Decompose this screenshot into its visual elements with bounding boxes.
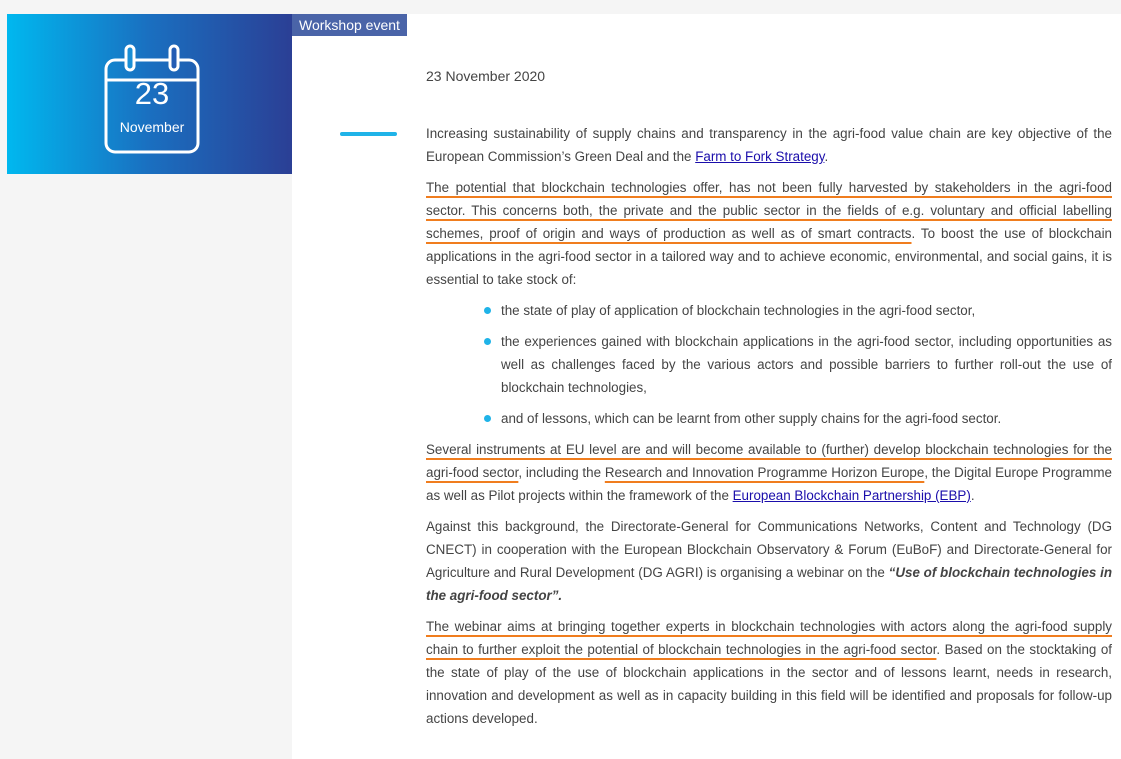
ebp-link[interactable]: European Blockchain Partnership (EBP) <box>732 488 971 503</box>
list-item-text: the state of play of application of blockchain technologies in the agri-food sector, <box>501 303 976 318</box>
text: Increasing sustainability of supply chains and transparency in the agri-food value chain are key objective of the European Commission’s Green Deal and the <box>426 126 1112 164</box>
highlighted-text: Research and Innovation Programme Horizon Europe <box>604 465 925 480</box>
event-date: 23 November 2020 <box>426 68 546 84</box>
list-item-text: the experiences gained with blockchain applications in the agri-food sector, including opportunities as well as challenges faced by the various actors and possible barriers to further roll-out the use of blockchain technologies, <box>501 334 1112 395</box>
stocktake-list <box>426 299 1112 430</box>
calendar-month: November <box>119 119 185 135</box>
paragraph-potential <box>426 176 1112 291</box>
accent-bar <box>340 132 397 136</box>
paragraph-background <box>426 515 1112 607</box>
event-date-card <box>7 14 292 174</box>
article-body <box>426 122 1112 738</box>
calendar-day: 23 <box>134 76 170 111</box>
text: . <box>824 149 829 164</box>
highlighted-text: The potential that blockchain technologies offer, has not been fully harvested by stakeholders in the agri-food sector. This concerns both, the private and the public sector in the fields of e.g. voluntary and official labelling schemes, proof of origin and ways of production as well as of smart contracts <box>426 180 1112 241</box>
list-item-text: and of lessons, which can be learnt from other supply chains for the agri-food sector. <box>501 411 1002 426</box>
bullet-icon <box>484 307 491 314</box>
text: . To boost the use of blockchain applications in the agri-food sector in a tailored way and to achieve economic, environmental, and social gains, it is essential to take stock of: <box>426 226 1113 287</box>
list-item <box>484 407 1112 430</box>
highlighted-text: Several instruments at EU level are and will become available to (further) develop blockchain technologies for the agri-food sector <box>426 442 1112 480</box>
text: Against this background, the Directorate-General for Communications Networks, Content and Technology (DG CNECT) in cooperation with the European Blockchain Observatory & Forum (EuBoF) and Directorate-General for Agriculture and Rural Development (DG AGRI) is organising a webinar on the <box>426 519 1112 580</box>
text: . Based on the stocktaking of the state of play of the use of blockchain applications in the sector and of lessons learnt, needs in research, innovation and development as well as in capacity building in this field will be identified and proposals for follow-up actions developed. <box>426 642 1112 726</box>
highlighted-text: The webinar aims at bringing together experts in blockchain technologies with actors along the agri-food supply chain to further exploit the potential of blockchain technologies in the agri-food sector <box>426 619 1112 657</box>
list-item <box>484 299 1112 322</box>
bullet-icon <box>484 338 491 345</box>
list-item <box>484 330 1112 399</box>
text: , the Digital Europe Programme as well as Pilot projects within the framework of the <box>426 465 1113 503</box>
text: . <box>970 488 975 503</box>
event-type-tag: Workshop event <box>292 14 407 36</box>
farm-to-fork-link[interactable]: Farm to Fork Strategy <box>695 149 825 164</box>
paragraph-intro <box>426 122 1112 168</box>
text: , including the <box>518 465 605 480</box>
event-content <box>292 14 1121 759</box>
webinar-title: “Use of blockchain technologies in the agri-food sector”. <box>426 565 1112 603</box>
paragraph-instruments <box>426 438 1112 507</box>
paragraph-aims <box>426 615 1112 730</box>
bullet-icon <box>484 415 491 422</box>
